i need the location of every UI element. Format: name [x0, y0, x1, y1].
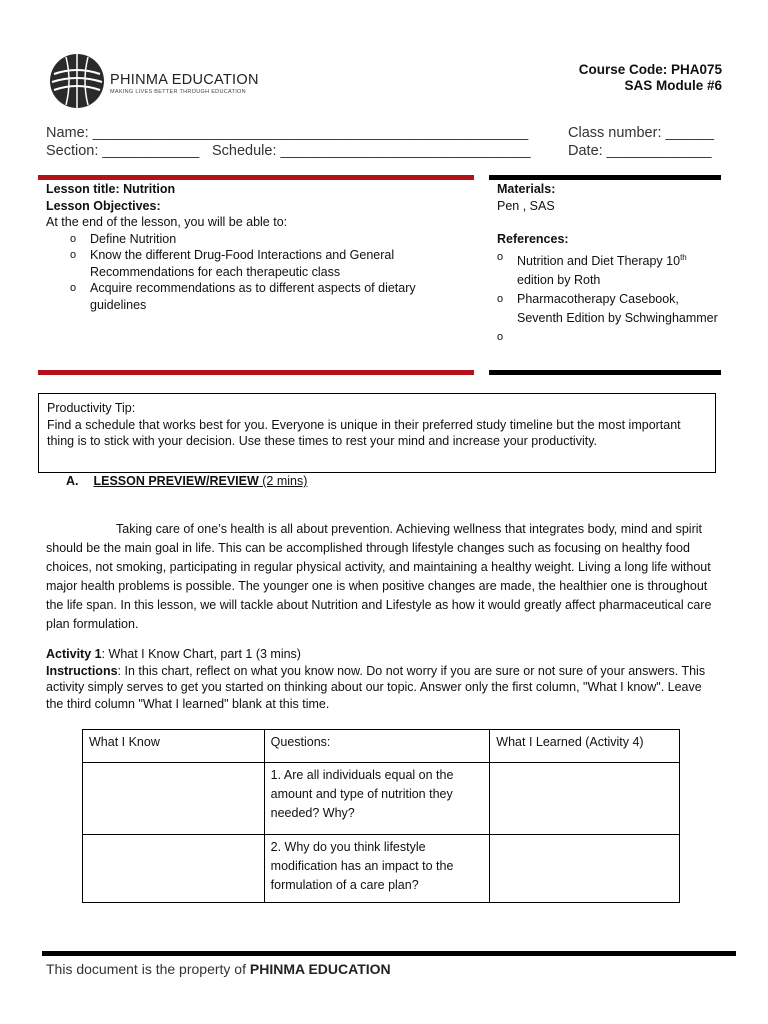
activity-title: : What I Know Chart, part 1 (3 mins) [101, 647, 301, 661]
header-what-i-learned: What I Learned (Activity 4) [490, 730, 680, 763]
header-what-i-know: What I Know [83, 730, 265, 763]
materials-top-bar [489, 175, 721, 180]
header-questions: Questions: [264, 730, 490, 763]
list-item: o Nutrition and Diet Therapy 10th edition by Roth [473, 248, 719, 290]
objectives-heading: Lesson Objectives: [46, 198, 161, 213]
section-label: A. [66, 474, 79, 488]
table-row [83, 763, 680, 835]
answer-cell-know[interactable] [83, 763, 265, 835]
references-heading: References: [497, 232, 569, 246]
course-code: Course Code: PHA075 [578, 62, 722, 77]
lesson-top-bar [38, 175, 474, 180]
activity-label: Activity 1 [46, 647, 102, 661]
schedule-field[interactable]: Schedule: _______________________________ [212, 143, 531, 159]
intro-paragraph: Taking care of one’s health is all about prevention. Achieving wellness that integrates body, mind and spirit should be the main goal in life. This can be accomplished through lifestyle changes such as focusing on healthy food choices, not smoking, participating in regular physical activity, and maintaining a healthy weight. Living a long life without major health problems is possible. The younger one is when positive changes are made, the healthier one is throughout the life span. In this lesson, we will tackle about Nutrition and Lifestyle as how it would greatly affect pharmaceutical care plan formulation. [46, 522, 712, 631]
answer-cell-know[interactable] [83, 835, 265, 903]
objectives-list [46, 231, 472, 314]
class-number-field[interactable]: Class number: ______ [568, 125, 714, 141]
course-info [579, 62, 722, 94]
footer [46, 961, 391, 977]
list-item-empty [473, 328, 719, 347]
answer-cell-learned[interactable] [490, 763, 680, 835]
footer-owner: PHINMA EDUCATION [249, 961, 391, 977]
instructions-label: Instructions [46, 663, 118, 678]
materials-items: Pen , SAS [497, 198, 555, 213]
activity-block [46, 646, 722, 712]
tip-text: Find a schedule that works best for you. Everyone is unique in their preferred study timeline but the most important thing is to stick with your decision. Use these times to rest your mind and increase your productivity. [47, 417, 681, 448]
footer-divider [42, 951, 736, 956]
references-list [497, 248, 719, 347]
list-item: o Know the different Drug-Food Interactions and General Recommendations for each therapeutic class [46, 247, 472, 280]
answer-cell-learned[interactable] [490, 835, 680, 903]
logo-tagline: MAKING LIVES BETTER THROUGH EDUCATION [110, 89, 246, 95]
what-i-know-chart [82, 729, 680, 903]
list-item: o Pharmacotherapy Casebook, Seventh Edition by Schwinghammer [473, 290, 719, 328]
module-number: SAS Module #6 [624, 78, 722, 93]
section-title: LESSON PREVIEW/REVIEW [93, 474, 259, 488]
question-cell: 2. Why do you think lifestyle modification has an impact to the formulation of a care plan? [264, 835, 490, 903]
table-row [83, 835, 680, 903]
tip-heading: Productivity Tip: [47, 401, 136, 415]
materials-box [497, 181, 719, 347]
section-a-heading [66, 474, 307, 488]
phinma-logo [48, 52, 259, 112]
question-cell: 1. Are all individuals equal on the amount and type of nutrition they needed? Why? [264, 763, 490, 835]
footer-text: This document is the property of [46, 961, 250, 977]
materials-heading: Materials: [497, 182, 556, 196]
instructions-text: : In this chart, reflect on what you know now. Do not worry if you are sure or not sure of your answers. This activity simply serves to get you started on thinking about our topic. Answer only the first column, "What I know". Leave the third column "What I learned" blank at this time. [46, 663, 706, 711]
phinma-emblem-icon [48, 52, 106, 110]
section-duration: (2 mins) [258, 474, 308, 488]
objectives-intro: At the end of the lesson, you will be able to: [46, 215, 288, 229]
list-item: o Acquire recommendations as to different aspects of dietary guidelines [46, 280, 472, 313]
lesson-bottom-bar [38, 370, 474, 375]
date-field[interactable]: Date: _____________ [568, 143, 712, 159]
lesson-box [46, 181, 472, 313]
table-header-row [83, 730, 680, 763]
section-field[interactable]: Section: ____________ [46, 143, 200, 159]
logo-name: PHINMA EDUCATION [110, 72, 259, 88]
materials-bottom-bar [489, 370, 721, 375]
list-item: o Define Nutrition [46, 231, 472, 248]
productivity-tip-box [38, 393, 716, 473]
lesson-title: Lesson title: Nutrition [46, 182, 176, 196]
name-field[interactable]: Name: ______________________________________________________ [46, 125, 529, 141]
